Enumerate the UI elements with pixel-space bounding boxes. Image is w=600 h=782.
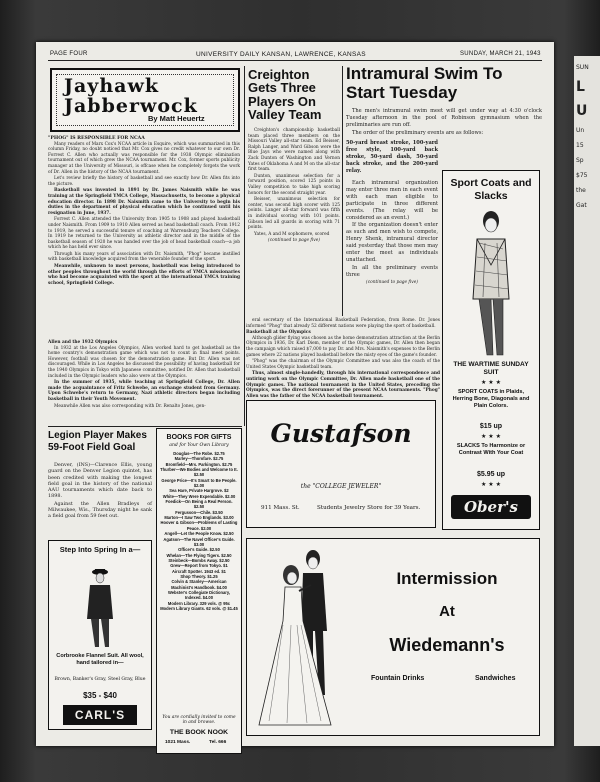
book-list-item: Aircraft Spotter. 1943 ed. $1 [172, 568, 226, 574]
carls-price: $35 - $40 [83, 691, 117, 700]
fragment: Gat [576, 202, 587, 209]
carls-logo: CARL'S [63, 705, 137, 725]
obers-stars: ★ ★ ★ [481, 379, 501, 386]
continued-note: (continued to page five) [366, 279, 418, 285]
obers-headline: Sport Coats and Slacks [450, 177, 532, 202]
paragraph: The order of the preliminary events are as follows: [352, 129, 484, 136]
fragment: 15 [576, 142, 584, 149]
paragraph: Dunton, unanimous selection for a forward position, scored 125 points in Valley competition to take high scoring honors for the second straight year. [248, 173, 340, 196]
wiedemann-left: Fountain Drinks [371, 675, 425, 682]
book-list-item: Agatson—The Navel Officer's Guide. $3.00 [163, 536, 235, 547]
paragraph: The men's intramural swim meet will get under way at 4:30 o'clock Tuesday afternoon in the pool of Robinson gymnasium when the preliminaries are run off. [346, 108, 542, 128]
gustafson-address: 911 Mass. St. [261, 505, 300, 511]
obers-slacks: SLACKS To Harmonize or Contrast With Your Coat [456, 443, 526, 456]
obers-stars: ★ ★ ★ [481, 481, 501, 488]
book-list-item: Steinbeck—Bombs Away. $2.50 [168, 557, 230, 563]
swim-events: 50-yard breast stroke, 100-yard free style, 100-yard back stroke, 50-yard dash, 50-yard back stroke, and the 200-yard relay. [346, 140, 438, 174]
paragraph: In 1932 at the Los Angeles Olympics, Allen worked hard to get basketball as the home country's demonstration game which was not to count in final meet points. However, football was chosen for the demonstration game. But Dr. Allen was not discouraged. While in Los Angeles he discussed the possibility of having basketball for the 1940 Olympics in Tokyo with Japanese committee, notified Dr. Allen that basketball included in the Olympic leaders who also were at the Olympics. [48, 345, 240, 379]
paragraph: Meanwhile Allen was also corresponding with Dr. Renalto Jones, gen- [54, 403, 206, 409]
book-list-item: Hoover & Gibson—Problems of Lasting Peace. $2.00 [160, 520, 238, 531]
paragraph: Yates, A and M sophomore, scored [254, 231, 330, 237]
carls-colors: Brown, Banker's Gray, Steel Gray, Blue [54, 677, 146, 682]
wiedemann-line2: At [439, 603, 455, 620]
paper-title: UNIVERSITY DAILY KANSAN, LAWRENCE, KANSAS [196, 51, 366, 58]
book-list-item: Whelan—The Flying Tigers. $2.50 [166, 552, 232, 558]
legion-headline: Legion Player Makes 59-Foot Field Goal [48, 430, 147, 453]
paragraph: If the organization doesn't enter as such and men wish to compete, Henry Shenk, intramural director said yesterday that those men may enter the meet as individuals unattached. [346, 222, 438, 263]
swim-story [346, 180, 438, 287]
obers-stars: ★ ★ ★ [481, 433, 501, 440]
book-list-item: Modern Library. 329 vols. @ 95c [167, 600, 231, 606]
book-list [160, 451, 238, 611]
book-nook-ad [156, 428, 242, 754]
obers-slack-price: $5.95 up [476, 471, 505, 478]
gustafson-line: Students Jewelry Store for 39 Years. [317, 505, 421, 511]
books-subhead: and for Your Own Library [169, 443, 229, 448]
book-list-item: Marton—I Saw Two Englands. $3.00 [164, 515, 234, 521]
paragraph: eral secretary of the International Basketball Federation, from Rome. Dr. Jones informed "Phog" that already 52 different nations were playing the sport of basketball. [246, 318, 440, 329]
section-subhead: Basketball at the Olympics [246, 330, 311, 336]
books-tel: Tel. 666 [209, 740, 227, 745]
book-list-item: Marley—Thorofare. $2.75 [174, 456, 224, 462]
wiedemann-right: Sandwiches [475, 675, 516, 682]
carls-product: Corbrooke Flannel Suit. All wool, hand tailored in— [56, 653, 144, 666]
book-list-item: White—They Were Expendable. $2.00 [162, 493, 236, 499]
fragment: Un [576, 127, 585, 134]
fragment: U [576, 103, 588, 119]
section-subhead: Allen and the 1932 Olympics [48, 340, 118, 345]
gustafson-tag: the "COLLEGE JEWELER" [300, 483, 382, 490]
books-invite: You are cordially invited to come in and browse. [162, 715, 236, 726]
paragraph: Forrest C. Allen attended the University from 1905 to 1908 and played basketball under Naismith. From 1909 to 1910 Allen served as head basketball coach. From 1912 to 1919, he served a successful tenure of coaching at Warrensburg Teachers College. In 1919 he returned to the University as athletic director and in the middle of the basketball season of 1920 he was handed over the job of head basketball coach—a job which he has held ever since. [48, 217, 240, 251]
paragraph: In the summer of 1935, while teaching at Springfield College, Dr. Allen made the acquaintance of Fritz Schwebe, an exchange student from Germany. Upon Schwebe's return to Germany, Nazi athletic directors began including basketball in their Youth Movement. [48, 380, 240, 402]
books-address: 1021 Mass. [165, 740, 191, 745]
obers-wartime-suit: THE WARTIME SUNDAY SUIT [453, 361, 529, 376]
paragraph: Beisser, unanimous selection for center, was second high scorer with 125 points. Langer all-star forward was fifth in individual scoring with 101 points. Gibson led all guards in scoring with 71 points. [248, 197, 340, 231]
paragraph: "Phog" was the chairman of the Olympic Committee and was also the coach of the United States Olympic basketball team. [246, 359, 440, 370]
wiedemann-line1: Intermission [396, 569, 498, 588]
issue-date: SUNDAY, MARCH 21, 1943 [460, 51, 541, 57]
column-title: Jayhawk Jabberwock [64, 75, 198, 117]
adjacent-page-fragment [574, 56, 600, 746]
carls-ad [48, 540, 152, 730]
fragment: Sp [576, 157, 584, 164]
book-list-item: Shop Theory. $1.25 [180, 573, 218, 579]
book-list-item: Modern Library Giants. 62 vols. @ $1.45 [160, 605, 238, 611]
book-list-item: Douglas—The Robe. $2.75 [173, 451, 225, 456]
paragraph: In all the preliminary events three [346, 264, 438, 278]
column-rule [244, 66, 245, 426]
fragment: the [576, 187, 586, 194]
book-list-item: Colvin & Stanley—American Machinist's Handbook. $4.00 [171, 579, 227, 590]
obers-coat-price: $15 up [479, 423, 503, 430]
page-number: PAGE FOUR [50, 51, 88, 57]
creighton-headline: Creighton Gets Three Players On Valley Team [248, 67, 322, 122]
masthead-rule [48, 60, 542, 61]
creighton-story [248, 128, 340, 244]
paragraph: Creighton's championship basketball team placed three members on the Missouri Valley all-star team. Ed Beisser, Ralph Langer, and Ward Gibson were the Blue Jays who were named along with Zack Dunton of Washington and Vernon Yates of Oklahoma A and M on the all-star first team. [248, 128, 340, 173]
paragraph: Although glider flying was chosen as the home demonstration attraction at the Berlin Olympics in 1936, Dr. Karl Diem, member of the Olympic games, Dr. Allen then began the campaign which raised $7,000 to pay Dr. and Mrs. Naismith's expenses to the Berlin games where 22 nations played basketball before the misty eyes of the game's founder. [246, 335, 440, 358]
books-headline: BOOKS FOR GIFTS [166, 434, 232, 441]
paragraph: Denver, (INS)—Clarence Ellis, young guard on the Denver Legion quintet, has been credited with making the longest field goal in the history of the national AAU tournaments which date back to 1898. [48, 462, 152, 500]
column-body [48, 136, 240, 287]
paragraph: Through his many years of association with Dr. Naismith, "Phog" became instilled with basketball knowledge acquired from the venerable founder of the sport. [48, 251, 240, 263]
book-list-item: Grew—Report from Tokyo. $1 [170, 563, 228, 569]
man-in-flannel-suit-illustration [83, 567, 117, 649]
book-list-item: Foedick—On Being a Real Person. $2.50 [165, 499, 233, 510]
book-list-item: George Price—It's Smart to Be People. $2.00 [161, 477, 237, 489]
fragment: $75 [576, 172, 588, 179]
man-in-suit-illustration [463, 209, 519, 359]
olympics-section [48, 340, 240, 410]
gustafson-ad [246, 400, 436, 528]
book-list-item: Sea Hare, Private Hargrove. $2 [169, 488, 229, 494]
book-list-item: Bromfield—Mrs. Parkington. $2.75 [165, 461, 233, 467]
column-byline: By Matt Heuertz [148, 114, 205, 123]
swim-story-top [346, 108, 542, 138]
paragraph: Thus, almost single-handedly, through his international correspondence and untiring work on the Olympic Committee, Dr. Allen made basketball one of the Olympic games. The national tournament in the United States, preceding the Olympics, was the direct forerunner of the present NCAA tournaments. "Phog" Allen was the father of the NCAA basketball tournament. [246, 371, 440, 399]
dancing-couple-illustration [255, 545, 351, 731]
fragment: L [576, 79, 585, 95]
obers-ad [442, 170, 540, 530]
paragraph: Many readers of Marx Cox's NCAA article in Esquire, which was summarized in this column Friday, no doubt noticed that Mr. Cox gives no credit whatever to our own Dr. Forrest C. Allen who actually was responsible for the 1938 Olympic elimination tournament out of which grew the NCAA tournament. Mr. Cox, former sports publicity manager at the University of Missouri, is offcase when he completely forgets the work of Dr. Allen in the history of the NCAA tournament. [48, 141, 240, 175]
carls-headline: Step Into Spring In a— [59, 545, 141, 554]
newspaper-page [36, 42, 554, 746]
fragment: SUN [576, 64, 589, 71]
gustafson-name: Gustafson [270, 419, 412, 448]
wiedemann-line3: Wiedemann's [389, 635, 505, 655]
paragraph: Each intramural organization may enter three men in each event with each man eligible to participate in three different events. (The relay will be considered as an event.) [346, 180, 438, 221]
paragraph: Against the Allen Bradleys of Milwaukee, Wis., Thursday night he sank a field goal from 59 feet out. [48, 500, 152, 520]
paragraph: Let's review briefly the history of basketball and see exactly how Dr. Allen fits into the picture. [48, 176, 240, 187]
swim-headline: Intramural Swim To Start Tuesday [346, 64, 503, 102]
allen-continued [246, 318, 440, 400]
column-title-box [50, 68, 240, 132]
legion-story [48, 462, 152, 521]
book-list-item: Thurber—We Bodies and Welcome to It. $2.50 [160, 467, 238, 478]
column-rule [342, 66, 343, 316]
book-list-item: Officer's Guide. $2.50 [178, 547, 220, 553]
books-store-name: THE BOOK NOOK [169, 729, 229, 736]
paragraph: Meanwhile, unknown to most persons, basketball was being introduced to other peoples throughout the world through the efforts of YMCA missionaries who had become acquainted with the sport at the international YMCA training school, Springfield College. [48, 264, 240, 286]
book-list-item: Angell—Let the People Know. $2.50 [164, 531, 234, 537]
section-rule [48, 426, 242, 427]
continued-note: (continued to page five) [268, 238, 320, 244]
book-list-item: Fergusson—Chile. $3.50 [175, 509, 223, 515]
obers-logo: Ober's [451, 495, 531, 519]
book-list-item: Webster's Collegiate Dictionary, Indexed. $4.00 [167, 589, 231, 601]
wiedemann-ad [246, 538, 540, 736]
obers-coats: SPORT COATS in Plaids, Herring Bone, Diagonals and Plain Colors. [452, 389, 530, 409]
column-subhead: "PHOG" IS RESPONSIBLE FOR NCAA [48, 136, 145, 141]
paragraph: Basketball was invented in 1891 by Dr. James Naismith while he was training at the Springfield YMCA College, Massachusetts, to become a physical education director. In 1898 Dr. Naismith came to the University to begin his duties in the department of physical education which he continued until his resignation in June, 1937. [48, 188, 240, 216]
